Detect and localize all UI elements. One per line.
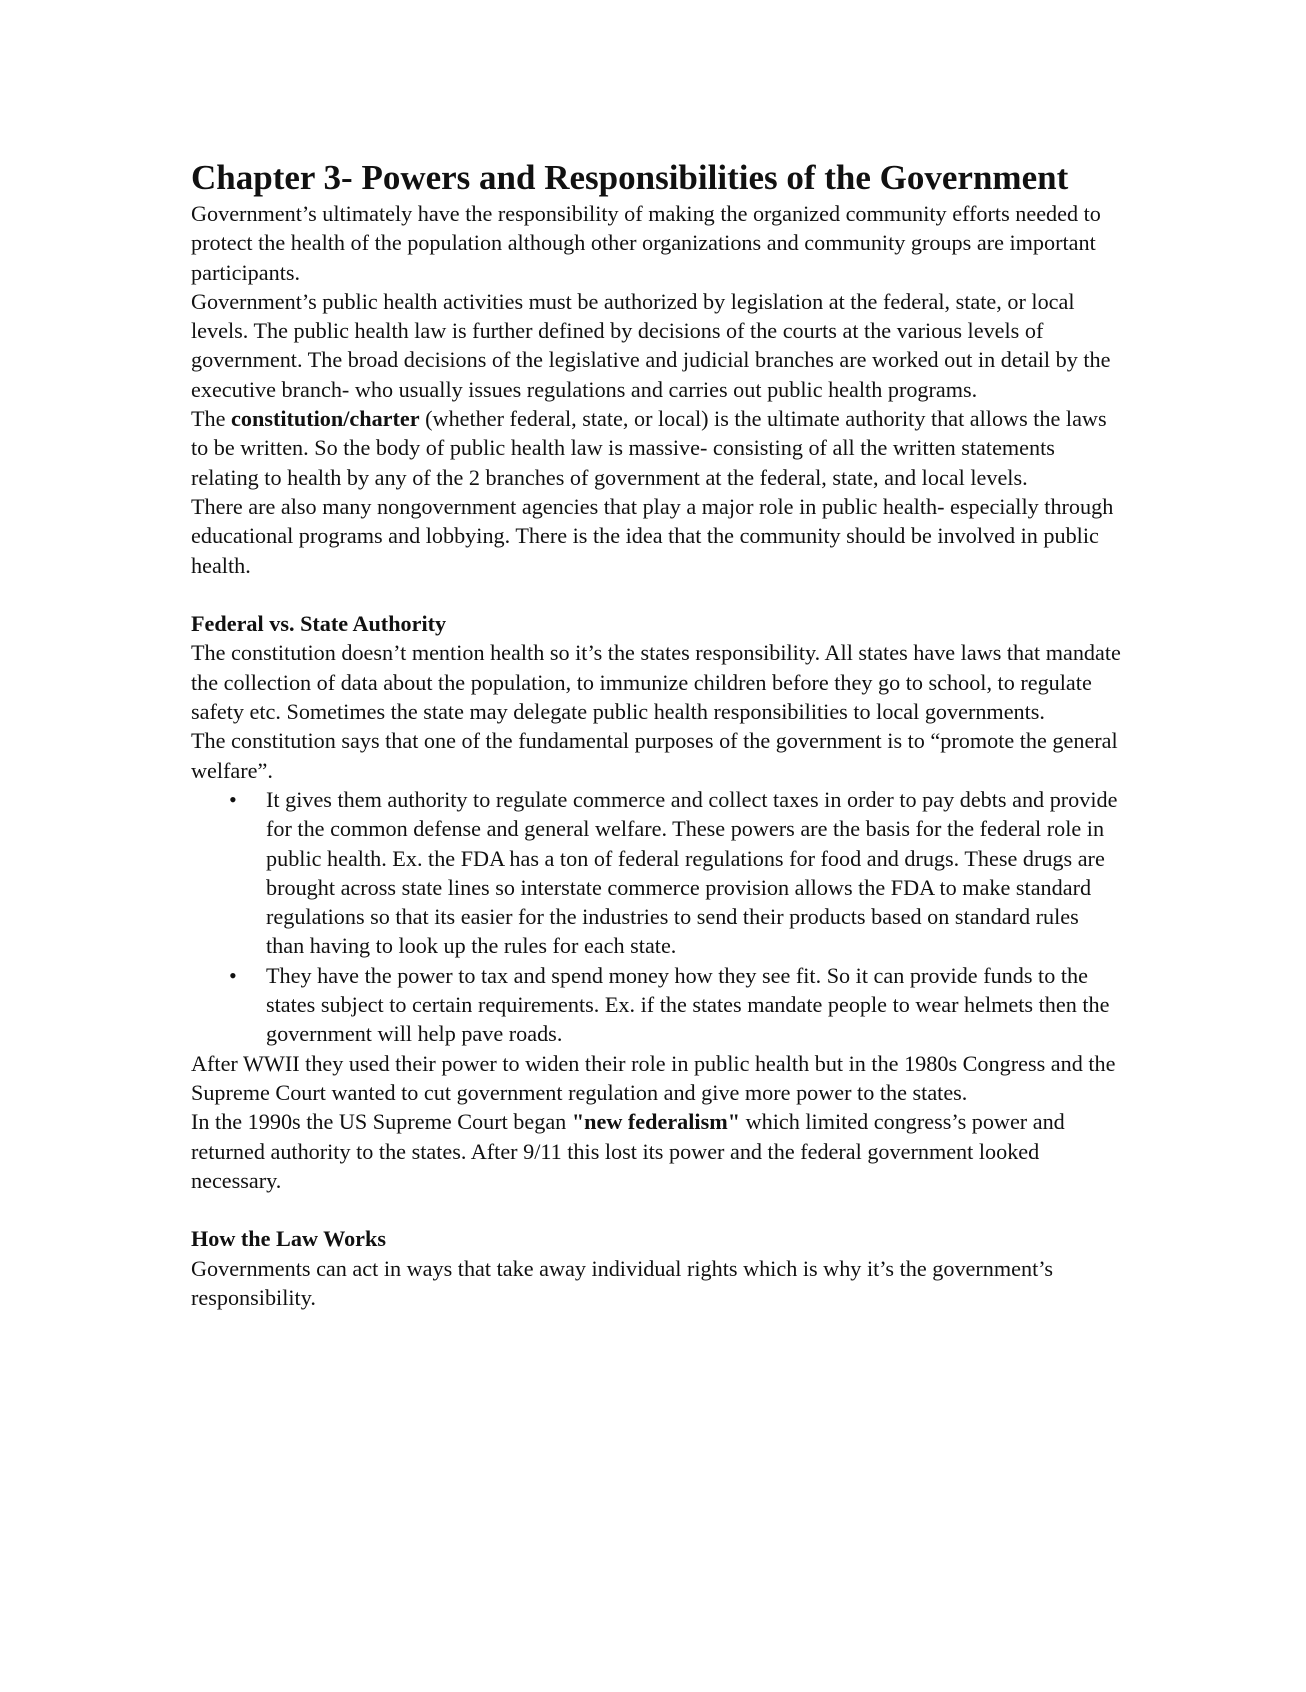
federal-paragraph-1: The constitution doesn’t mention health so it’s the states responsibility. All states have laws that mandate the collection of data about the population, to immunize children before they go to school, to regulate safety etc. Sometimes the state may delegate public health responsibilities to local governments. — [191, 640, 1121, 725]
federal-paragraph-4-pre: In the 1990s the US Supreme Court began — [191, 1109, 572, 1135]
intro-paragraph-4: There are also many nongovernment agencies that play a major role in public health- especially through educational programs and lobbying. There is the idea that the community should be involved in public health. — [191, 493, 1114, 578]
document-body — [191, 150, 1121, 1312]
chapter-title: Chapter 3- Powers and Responsibilities of the Government — [191, 158, 1069, 197]
federal-paragraph-4 — [191, 1107, 1121, 1195]
intro-paragraph-3-post: (whether federal, state, or local) is the ultimate authority that allows the laws to be written. So the body of public health law is massive- consisting of all the written statements relating to health by any of the 2 branches of government at the federal, state, and local levels. — [191, 406, 1107, 490]
list-item-text: It gives them authority to regulate commerce and collect taxes in order to pay debts and provide for the common defense and general welfare. These powers are the basis for the federal role in public health. Ex. the FDA has a ton of federal regulations for food and drugs. These drugs are brought across state lines so interstate commerce provision allows the FDA to make standard regulations so that its easier for the industries to send their products based on standard rules than having to look up the rules for each state. — [266, 786, 1118, 959]
federal-paragraph-3: After WWII they used their power to widen their role in public health but in the 1980s Congress and the Supreme Court wanted to cut government regulation and give more power to the states. — [191, 1050, 1116, 1105]
section-heading-federal-vs-state: Federal vs. State Authority — [191, 611, 447, 637]
constitution-charter-term: constitution/charter — [231, 406, 420, 432]
intro-paragraph-1: Government’s ultimately have the responsibility of making the organized community efforts needed to protect the health of the population although other organizations and community groups are important participants. — [191, 201, 1101, 285]
section-heading-how-the-law-works: How the Law Works — [191, 1226, 386, 1252]
law-paragraph-1: Governments can act in ways that take away individual rights which is why it’s the government’s responsibility. — [191, 1255, 1054, 1310]
federal-powers-list — [191, 785, 1121, 1049]
list-item — [191, 785, 1121, 961]
intro-paragraph-2: Government’s public health activities must be authorized by legislation at the federal, state, or local levels. The public health law is further defined by decisions of the courts at the various levels of government. The broad decisions of the legislative and judicial branches are worked out in detail by the executive branch- who usually issues regulations and carries out public health programs. — [191, 288, 1111, 402]
new-federalism-term: "new federalism" — [571, 1109, 741, 1135]
list-item-text: They have the power to tax and spend money how they see fit. So it can provide funds to the states subject to certain requirements. Ex. if the states mandate people to wear helmets then the government will help pave roads. — [266, 962, 1110, 1047]
intro-paragraph-3-pre: The — [191, 406, 232, 432]
federal-paragraph-2: The constitution says that one of the fundamental purposes of the government is to “promote the general welfare”. — [191, 728, 1118, 783]
section-spacer — [191, 1195, 1121, 1224]
section-spacer — [191, 580, 1121, 609]
federal-paragraph-4-post: which limited congress’s power and returned authority to the states. After 9/11 this lost its power and the federal government looked necessary. — [191, 1109, 1065, 1193]
intro-paragraph-3 — [191, 404, 1121, 492]
list-item — [191, 961, 1121, 1049]
bullet-icon: • — [229, 786, 237, 812]
bullet-icon: • — [229, 962, 237, 988]
